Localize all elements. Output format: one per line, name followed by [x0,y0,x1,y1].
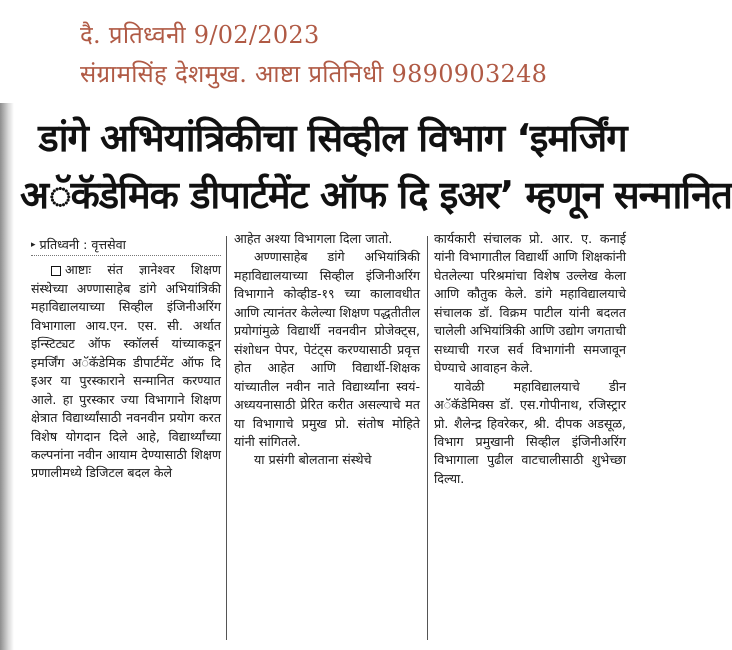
byline-arrow-icon: ▸ [31,240,36,250]
square-bullet-icon [51,266,61,276]
paragraph: या प्रसंगी बोलताना संस्थेचे [254,452,372,468]
column-divider [427,236,428,640]
article-column-1 [31,236,221,483]
paragraph: कार्यकारी संचालक प्रो. आर. ए. कनाई यांनी विभागातील विद्यार्थी आणि शिक्षकांनी घेतलेल्या परिश्रमांचा विशेष उल्लेख केला आणि कौतुक केले. डांगे महाविद्यालयाचे संचालक डॉ. विक्रम पाटील यांनी बदलत चालेली अभियांत्रिकी आणि उद्योग जगताची सध्याची गरज सर्व विभागांनी समजावून घेण्याचे आवाहन केले. [434,231,626,376]
paragraph: आहेत अश्या विभागला दिला जातो. [234,231,393,246]
headline-line-1: डांगे अभियांत्रिकीचा सिव्हील विभाग ‘इमर्जिंग [38,116,627,160]
paragraph: यावेळी महाविद्यालयाचे डीन अॅकॅडेमिक्स डॉ. एस.गोपीनाथ, रजिस्ट्रार प्रो. शैलेन्द्र हिवरेकर, श्री. दीपक अडसूळ, विभाग प्रमुखानी सिव्हील इंजिनीअरिंग विभागाला पुढील वाटचालीसाठी शुभेच्छा दिल्या. [434,378,626,486]
column-divider [226,236,227,640]
paragraph [31,261,221,482]
article-column-2 [234,230,420,470]
paragraph: अण्णासाहेब डांगे अभियांत्रिकी महाविद्यालयाच्या सिव्हील इंजिनीअरिंग विभागाने कोव्हीड-१९ च्या कालावधीत आणि त्यानंतर केलेल्या शिक्षण पद्धतीतील प्रयोगांमुळे विद्यार्थी नवनवीन प्रोजेक्ट्स, संशोधन पेपर, पेटंट्स करण्यासाठी प्रवृत्त होत आहेत आणि विद्यार्थी-शिक्षक यांच्यातील नवीन नाते विद्यार्थ्यांना स्वयं-अध्ययनासाठी प्रेरित करीत असल्याचे मत या विभागाचे प्रमुख प्रो. संतोष मोहिते यांनी सांगितले. [234,249,420,449]
headline-line-2: अॅकॅडेमिक डीपार्टमेंट ऑफ दि इअर’ म्हणून सन्मानित [20,173,732,217]
clipping-shadow-edge [0,103,14,650]
byline [31,236,221,256]
article-column-3 [434,230,626,488]
reporter-line: संग्रामसिंह देशमुख. आष्टा प्रतिनिधी 9890903248 [80,60,548,88]
source-note [0,0,650,103]
byline-text: प्रतिध्वनी : वृत्तसेवा [39,237,126,252]
paragraph-text: आष्टाः संत ज्ञानेश्वर शिक्षण संस्थेच्या अण्णासाहेब डांगे अभियांत्रिकी महाविद्यालयाच्या सिव्हील इंजिनीअरिंग विभागाला आय.एन. एस. सी. अर्थात इन्स्टिट्यट ऑफ स्कॉलर्स यांच्याकडून इमर्जिंग अॅकॅडेमिक डीपार्टमेंट ऑफ दि इअर या पुरस्काराने सन्मानित करण्यात आले. हा पुरस्कार ज्या विभागाने शिक्षण क्षेत्रात विद्यार्थ्यांसाठी नवनवीन प्रयोग करत विशेष योगदान दिले आहे, विद्यार्थ्यांच्या कल्पनांना नवीन आयाम देण्यासाठी शिक्षण प्रणालीमध्ये डिजिटल बदल केले [31,262,221,481]
source-date-line: दै. प्रतिध्वनी 9/02/2023 [80,21,320,49]
